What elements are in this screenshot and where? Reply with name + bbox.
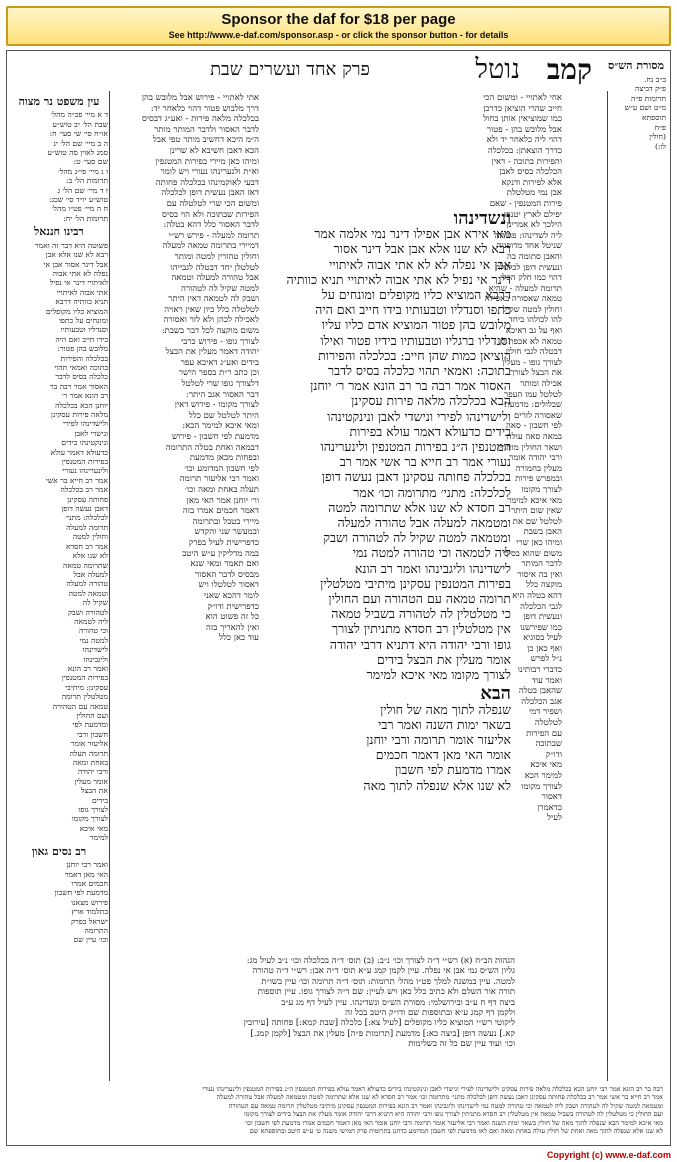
- hananel-line: ונישדי לאבן: [74, 428, 108, 438]
- tosafot-line: ה״מ היכא דחשיב מותר טפי אבל: [152, 135, 259, 146]
- gemara-line: מלובש בהן פטור המוציא אדם כליו עליו: [321, 317, 511, 333]
- tosafot-line: דבר האסור אגב היתר:: [186, 389, 259, 400]
- gloss-line: גליון הש״ס גמ׳ אבן אי נפלה. עיין לקמן קמג ע״א תוס׳ ד״ה אבן: רש״י ד״ה טהורה: [252, 966, 515, 977]
- eyn-mishpat-line: ו ג מיי׳ פי״ג מהל׳: [58, 166, 108, 176]
- rashi-line: לגבי הכלכלה: [520, 601, 562, 612]
- hananel-line: אליעזר אומר: [70, 739, 108, 749]
- sponsor-banner[interactable]: [6, 6, 671, 46]
- tosafot-line: לפי חשבון המדומע וכו׳: [184, 463, 259, 474]
- hananel-line: אמר רב בכלכלה: [60, 485, 108, 495]
- talmud-page: [6, 50, 671, 1146]
- tosafot-line: עוד כאן כלל: [218, 633, 259, 644]
- eyn-mishpat-list: [10, 110, 108, 223]
- rashi-line: לצורך מקומו: [521, 484, 562, 495]
- rabbenu-hananel-label: רבינו חננאל: [34, 225, 84, 239]
- rashi-line: כדאמרן: [537, 802, 562, 813]
- tosafot-line: דבמאה ואחת בטלה התרומה: [165, 442, 259, 453]
- tosafot-line: דאסור לטלטלו ויש: [198, 580, 259, 591]
- gemara-line: אבן אי נפלה לא לא אתי אבוה לאיתויי: [329, 256, 511, 272]
- tosafot-line: ומאי איכא למימר הכא:: [182, 421, 259, 432]
- gemara-line: לא שנו אלא שנפלה לתוך מאה: [363, 777, 511, 793]
- tosafot-line: דלצורך גופו שרי לטלטל: [181, 379, 259, 390]
- gemara-line: בידים כדעולא דאמר עולא בפירות: [349, 423, 511, 439]
- hananel-line: את הבצל: [80, 786, 108, 796]
- page-number: קמב: [546, 53, 592, 86]
- tosafot-line: ור׳ יוחנן אמר האי מאן: [186, 495, 259, 506]
- rashi-line: שאין שום היתר: [511, 506, 562, 517]
- gemara-line: תרומה טמאה עם הטהורה ועם החולין: [328, 591, 511, 607]
- rashi-line: למימר הכא: [524, 771, 562, 781]
- rashi-line: דהוי ליה כלאחר יד ולא: [486, 135, 562, 146]
- hananel-line: בידו חייב ואם היה: [55, 334, 108, 344]
- tosafot-line: ושבק לה לטמאה דאין היתר: [168, 294, 259, 305]
- hananel-line: רב הונא אמר ר׳: [61, 391, 108, 401]
- tosafot-line: מדמעת לפי חשבון - פירוש: [171, 432, 259, 442]
- hananel-line: ולישדינהו לפירי: [63, 419, 108, 429]
- hananel-line: אומר מעלין: [74, 776, 108, 786]
- hananel-line: ואמר רב הונא: [67, 663, 108, 673]
- rashi-line: ודו״ק: [545, 749, 562, 760]
- gemara-line: נעורי אמר רב חייא בר אשי אמר רב: [339, 454, 511, 470]
- gemara-line: הבא בכלכלה מלאה פירות עסקינן: [351, 393, 511, 409]
- rashi-line: יפילם לארץ יטנפו: [503, 209, 562, 220]
- gemara-column: [265, 93, 515, 953]
- tosafot-line: מיירי בטבל ובתרומה: [192, 516, 259, 527]
- gemara-line: בתוכה: ואמאי תהוי כלכלה בסיס לדבר: [327, 363, 511, 379]
- tosafot-column: [111, 93, 259, 953]
- hananel-line: בידים: [91, 795, 108, 805]
- gemara-line: ליה לטמאה וכי טהורה למטה נמי: [352, 545, 511, 561]
- hananel-line: תרומה תעלה: [69, 748, 108, 758]
- tosafot-line: דמיירי בתרומה טמאה למעלה: [162, 241, 259, 252]
- tosafot-line: היתר לטלטל שם כלל: [188, 410, 259, 421]
- rashi-line: ורבי יהודה אומר: [509, 453, 562, 464]
- gemara-line: שנפלה לתוך מאה של חולין: [380, 701, 511, 717]
- rashi-line: משום שהוא בסיס: [503, 548, 562, 559]
- hananel-line: וטמאה למטה: [68, 588, 108, 598]
- rashi-line: ומיהו כאן שרי: [516, 537, 562, 548]
- gemara-line: המטנפין ה״נ בפירות המטנפין ולינערינהו: [320, 439, 511, 455]
- rashi-line: ואין בה איסור: [517, 569, 562, 580]
- rashi-line: לעיל: [547, 813, 562, 824]
- hananel-line: מאי איכא: [79, 823, 108, 833]
- hananel-line: מלאה פירות עסקינן: [50, 410, 108, 419]
- rashi-line: כדרך הוצאתן: בכלכלה: [487, 145, 562, 156]
- hananel-line: טהורה למעלה: [66, 579, 108, 589]
- left-margin-column: [10, 93, 108, 1093]
- gemara-heading: ונשדינהו: [453, 211, 511, 227]
- rashi-line: וחולין למטה שקיל: [503, 304, 562, 315]
- hananel-line: לצורך מקומו: [71, 814, 108, 824]
- hananel-line: אמר רב חייא בר אשי: [45, 475, 108, 485]
- hananel-line: לישדינהו: [82, 645, 108, 655]
- rashi-line: אלא לפירות ודנקא: [501, 177, 562, 188]
- gemara-line: ומטמאה למטה שקיל לה לטהורה ושבק: [323, 530, 511, 546]
- nissim-line: ישראל בפרק: [70, 916, 108, 926]
- rashi-line: את הבצל לצורך: [509, 368, 562, 379]
- eyn-mishpat-line: ח ה מיי׳ פט״ו מהל׳: [51, 204, 108, 214]
- hananel-line: ומונחים על כתפו: [58, 315, 108, 325]
- hananel-line: לאיתויי דינר אי נפיל: [49, 278, 108, 288]
- rashi-line: אבן נמי מטלטלת: [506, 188, 562, 199]
- hananel-line: בכלכלה והפירות: [60, 353, 108, 363]
- hananel-line: למעלה אבל: [73, 569, 108, 579]
- hananel-line: האסור אמר רבה בר: [49, 381, 108, 391]
- gemara-line: דינר אי נפיל לא אתי אבוה לאיתויי תניא כוותיה: [286, 271, 511, 287]
- eyn-mishpat-line: ה ב מיי׳ שם הל׳ יג: [53, 138, 108, 148]
- hananel-line: למטה נמי: [79, 635, 108, 645]
- hananel-line: מטלטלין תרומה: [61, 692, 108, 702]
- gemara-section-heading: הבא: [480, 683, 511, 705]
- rashi-line: ושאר החולין מותרין: [497, 442, 562, 453]
- rashi-line: שהאבן בטלה: [518, 686, 562, 697]
- rashi-line: דהא בטלה היא: [512, 590, 562, 601]
- masoret-line: לו:): [654, 141, 666, 151]
- footer-line: ועם החולין כי מטלטלין לה לטהורה בשביל טמאה אין מטלטלין רב חסדא מתניתין לצורך גופו ורבי יהודה היא דתניא דרבי יהודה אומר מעלין את הבצל בידים לצורך מקומו: [243, 1110, 663, 1119]
- rashi-line: ליה לשדינהו: פחותה: [494, 230, 562, 241]
- rashi-line: ובמפרש פירות: [515, 474, 562, 485]
- tosafot-line: דאז האבן נעשית דופן לכלכלה: [161, 188, 259, 199]
- hananel-line: שתרומה טמאה: [63, 560, 108, 570]
- rashi-line: לצורך גופו - מעלין: [502, 357, 562, 368]
- rashi-line: אבל מלובש בהן - פטור: [486, 124, 562, 135]
- hananel-line: ועם החולין: [76, 711, 108, 720]
- hananel-line: ומדמעת לפי: [72, 720, 108, 730]
- tosafot-line: למטה שקיל לה לטהורה: [180, 283, 259, 294]
- rashi-line: מעלין בחמורה: [515, 463, 562, 474]
- tosafot-line: לטלטלה כלל כיון שאין ראויה: [164, 304, 259, 315]
- tosafot-line: דאמר חכמים אמרו בזה: [182, 506, 259, 517]
- rashi-line: מוקצה כלל: [526, 580, 562, 591]
- tosafot-line: כדפרישית ודו״ק: [207, 601, 259, 612]
- nissim-line: חכמים אמרו: [71, 878, 108, 888]
- tosafot-line: מבסיס לדבר האסור: [195, 569, 259, 580]
- gloss-line: ביצה דף ח ע״ב ובירושלמי: מסורת הש״ס ונשדינהו. עיין לעיל דף מג ע״ב: [281, 997, 515, 1008]
- rashi-line: שניטל אחד מדופניה: [496, 241, 562, 252]
- gemara-line: האסור אמר רבה בר רב הונא אמר ר׳ יוחנן: [310, 378, 511, 394]
- hananel-line: נפלה לא אתי אבוה: [52, 268, 108, 278]
- masoret-line: תוספתא: [641, 112, 666, 122]
- rashi-line: לפי חשבון - סאה: [506, 421, 562, 432]
- hananel-line: עסקינן: מיתיבי: [65, 682, 108, 692]
- tosafot-line: לאכילה לכהן ולא לזר ואסורה: [163, 315, 259, 326]
- hananel-line: תרומה למעלה: [66, 522, 108, 532]
- hananel-line: וליגבינהו: [83, 654, 108, 664]
- hananel-line: יוחנן הכא בכלכלה: [55, 400, 108, 410]
- gemara-line: לצורך מקומו מאי איכא למימר: [366, 667, 511, 683]
- rashi-line: שבלולים: מדמעת: [504, 400, 562, 411]
- sponsor-subtitle[interactable]: See http://www.e-daf.com/sponsor.asp - or click the sponsor button - for details: [168, 30, 509, 40]
- tosafot-line: תעלה באחת ומאה וכו׳: [184, 484, 259, 495]
- eyn-mishpat-label: עין משפט נר מצוה: [18, 95, 100, 108]
- rashi-line: נ״ל לפרש: [530, 654, 562, 665]
- tosafot-line: יהודה דאמר מעלין את הבצל: [165, 347, 259, 358]
- footer-line: רבה בר רב הונא אמר רבי יוחנן הכא בכלכלה מלאה פירות עסקינן ולישדינהו לפירי ונישדי לאבן ונינקטינהו בידים כדעולא דאמר עולא בפירות המטנפין ה״נ בפירות המטנפין ולינערינהו נעורי: [202, 1085, 663, 1093]
- tosafot-line: אבל טהורה למעלה וטמאה: [171, 273, 259, 284]
- tosafot-line: בכלכלה מלאה פירות - ואע״ג דבסיס: [141, 114, 259, 125]
- rav-nissim-text: [10, 860, 108, 945]
- gemara-line: כתפו וסנדליו וטבעותיו בידו חייב ואם היה: [315, 302, 511, 318]
- rashi-line: לצורך מקומו: [521, 781, 562, 792]
- nissim-line: האי מאן דאמר: [64, 869, 108, 879]
- tosafot-line: לומר דהכא שאני: [203, 590, 259, 601]
- rashi-line: ונעשית דופן לכלכלה: [495, 262, 562, 273]
- footer-notes: [13, 1085, 663, 1141]
- nissim-line: וכו׳ עיין שם: [73, 935, 108, 945]
- hananel-line: ולינערינהו נעורי: [62, 466, 108, 476]
- hananel-line: כלכלה בסיס לדבר: [55, 372, 108, 382]
- rashi-line: כדברי רבותינו: [517, 665, 562, 676]
- gemara-line: לכלכלה: מתני׳ מתרומה וכו׳ אמר: [353, 484, 511, 500]
- nissim-line: התרומה: [84, 925, 108, 935]
- hananel-line: ורבי יהודה: [77, 767, 108, 777]
- rashi-line: שבתוכה: [535, 739, 562, 750]
- eyn-mishpat-line: טוש״ע יו״ד סי׳ שכג:: [48, 195, 108, 205]
- rashi-line: עם הפירות: [526, 728, 562, 739]
- rashi-line: ואף על גב דאיכא: [505, 326, 562, 337]
- tosafot-line: דרך מלבוש פטור דהוי כלאחר יד:: [150, 103, 259, 114]
- tosafot-line: הפירות שבתוכה ולא הוי בסיס: [162, 209, 259, 220]
- eyn-mishpat-line: שבת הל׳ יב טוש״ע: [52, 119, 108, 129]
- hananel-line: ונינקטינהו בידים: [61, 438, 108, 448]
- hananel-line: פשוטה היא דבר זה ואמר: [34, 240, 108, 250]
- divider: [607, 91, 608, 1081]
- divider: [109, 91, 110, 1081]
- gemara-line: אמרו מדמעת לפי חשבון: [394, 762, 511, 778]
- tosafot-line: משום מוקצה לכל דבר בשבת:: [161, 326, 259, 337]
- rashi-line: אחי לאתויי - ומשום הכי: [483, 93, 562, 103]
- hananel-line: לכלכלה: מתני׳: [65, 513, 108, 523]
- hananel-line: שקיל לה: [82, 598, 108, 608]
- rashi-line: מאי איכא: [530, 760, 562, 771]
- masoret-line: מ״ט ושם ע״ש: [624, 103, 666, 113]
- tosafot-line: לטלטלן יחד דבטלה לגבייהו: [170, 262, 259, 273]
- gemara-line: אומר מעלין את הבצל בידים: [376, 651, 511, 667]
- rashi-line: והאבן סתומה בה: [507, 251, 562, 262]
- rashi-line: אגב הכלכלה: [521, 696, 562, 707]
- gemara-line: אומר האי מאן דאמר חכמים: [375, 747, 511, 763]
- tosafot-line: ואמר רבי אליעזר תרומה: [179, 474, 259, 485]
- rashi-line: דהוי כמו חלק הכלי: [500, 273, 562, 284]
- gemara-line: בפירות המטנפין עסקינן מיתיבי מטלטלין: [320, 575, 511, 591]
- rashi-line: לטלטלה: [534, 718, 562, 729]
- tosafot-line: ואם תאמר ומאי שנא: [190, 559, 259, 570]
- sponsor-title[interactable]: Sponsor the daf for $18 per page: [221, 11, 456, 28]
- rashi-line: דאסור: [541, 792, 562, 803]
- gemara-line: כי מטלטלין לה לטהורה בשביל טמאה: [331, 606, 511, 622]
- rashi-line: ונעשית דופן: [523, 612, 562, 623]
- rashi-line: במאה סאה עולה: [506, 432, 562, 442]
- rashi-line: טמאה לא אכפת לן: [499, 336, 562, 347]
- masoret-line: תרומות פ״ה: [630, 93, 666, 103]
- masoret-label: מסורת הש״ס: [607, 59, 665, 72]
- tosafot-line: ומיהו כאן מיירי בפירות המטנפין: [155, 156, 259, 167]
- eyn-mishpat-line: שם סעי׳ ט:: [73, 157, 108, 167]
- hananel-line: לטהורה ושבק: [67, 607, 108, 617]
- gloss-line: קא.] נעשה דופן [ביצה כא:] מדמעת [תרומות פ״ה] מעלין את הבצל [לקמן קמג.]: [250, 1028, 515, 1039]
- tosafot-line: תרומה למעלה - פירש רש״י: [168, 230, 259, 241]
- nissim-line: ואמר רבי יוחנן: [66, 860, 108, 870]
- rashi-line: לדבר המותר: [521, 559, 562, 570]
- hananel-line: בתוכה ואמאי תהוי: [54, 362, 108, 372]
- tosafot-line: ומשום הכי שרי לטלטלה עם: [166, 198, 259, 209]
- tosafot-line: כדפרישית לעיל בפרק: [188, 537, 259, 548]
- hananel-line: טמאה עם הטהורה: [52, 701, 108, 711]
- footer-line: ומטמאה למטה שקיל לה לטהורה ושבק ליה לטמאה וכי טהורה למטה נמי לישדינהו וליגבינהו ואמר רב הונא בפירות המטנפין עסקינן מיתיבי מטלטלין תרומה טמאה עם הטהורה: [228, 1101, 663, 1110]
- eyn-mishpat-line: ד א מיי׳ פכ״ה מהל׳: [50, 110, 108, 120]
- rashi-line: מאי איכא למימר: [507, 495, 562, 506]
- rashi-line: אכילה ומותר: [520, 379, 562, 390]
- tosafot-line: וא״ת ולנערינהו נעורי ויש לומר: [160, 167, 259, 178]
- hananel-line: חשבון ורבי: [76, 729, 108, 739]
- tosafot-line: לדבר האסור כלל דהא בטלה:: [163, 220, 259, 231]
- eyn-mishpat-line: ז ד מיי׳ שם הל׳ ג: [57, 185, 108, 195]
- footer-line: מאי איכא למימר הבא שנפלה לתוך מאה של חולין בשאר ימות השנה ואמר רבי אליעזר אומר תרומה ורבי יוחנן אומר האי מאן דאמר חכמים אמרו מדמעת לפי חשבון וכו׳: [244, 1118, 663, 1127]
- rashi-line: כמו שפירשנו: [520, 622, 562, 633]
- rashi-line: והפירות בתוכה - דאין: [491, 156, 562, 167]
- hananel-line: המוציא כליו מקופלים: [45, 306, 108, 316]
- gloss-line: וכו׳ ועוד עיין שם כל זה בשלימות: [408, 1039, 515, 1050]
- masoret-line: (חולין: [649, 132, 666, 142]
- masoret-line: פ״ק דביצה: [635, 84, 666, 94]
- eyn-mishpat-line: או״ח סי׳ שי סעי׳ ח:: [49, 129, 108, 139]
- footer-line: לא שנו אלא שנפלה לתוך מאה ואחת של חולין עולה באחת ומאה ואם לאו מדמעת לפי חשבון המדומע כדתנן בתרומות פרק חמישי משנה ט׳ ע״ש היטב ובתוספתא שם: [249, 1127, 663, 1136]
- masoret-hashas-column: [606, 57, 666, 1097]
- masoret-line: פ״ח: [654, 122, 666, 132]
- rashi-line: כמו שמוציאין אותן בחול: [483, 114, 562, 125]
- nissim-line: מדמעת לפי חשבון: [54, 888, 108, 898]
- rabbenu-hananel-text: [10, 241, 108, 843]
- rav-nissim-label: רב נסים גאון: [31, 844, 87, 858]
- gemara-line: מאי אירא אבן אפילו דינר נמי אלמה אמר: [314, 226, 511, 242]
- rashi-line: ואף כאן כן: [527, 643, 562, 654]
- hananel-line: באחת ומאה: [72, 758, 108, 768]
- tosafot-line: הכא דאבן חשיבא לא שרינן: [169, 145, 259, 156]
- rashi-line: האבן בשבת: [523, 527, 562, 538]
- gemara-line: בשאר ימות השנה ואמר רבי: [378, 716, 511, 732]
- tosafot-line: לדבר האסור ולדבר המותר מותר: [154, 124, 259, 135]
- tosafot-line: דבעי לאוקמינהו בכלכלה פחותה: [155, 177, 259, 188]
- gemara-line: ולישדינהו לפירי ונישדי לאבן ונינקטינהו: [327, 408, 511, 424]
- hananel-line: וכי טהורה: [78, 626, 108, 636]
- tosafot-line: וכן כתב ר״ת בספר הישר: [178, 368, 259, 379]
- gloss-line: ליקוטי רש״י המוציא כליו מקופלים [לעיל צא:] כלכלה [שבת קמא:] פחותה [עירובין: [243, 1018, 515, 1029]
- eyn-mishpat-line: תרומות הל׳ ב:: [65, 176, 108, 186]
- hananel-line: תניא כוותיה דרבא: [55, 297, 108, 307]
- gemara-line: דרבא המוציא כליו מקופלים ומונחים על: [321, 287, 511, 303]
- gemara-line: בכלכלה פחותה עסקינן דאבן נעשה דופן: [321, 469, 511, 485]
- hananel-line: בפירות המטנפין: [61, 457, 108, 467]
- hananel-line: אתי אבוה לאיתויי: [56, 287, 108, 297]
- hananel-line: רבא לא שנו אלא אבן: [45, 250, 108, 260]
- rashi-line: ושפיר דמי: [528, 707, 562, 718]
- tosafot-line: ובמעשר שני והקדש: [194, 527, 259, 538]
- rashi-line: להו לכולהו ביחד: [508, 315, 562, 326]
- tosafot-line: אתי לאתויי - פירוש אבל מלובש בהן: [141, 93, 259, 103]
- gloss-line: הגהות הב״ח (א) רש״י ד״ה לצורך וכו׳ נ״ב: (ב) תוס׳ ד״ה בכלכלה וכו׳ נ״ב לעיל מג:: [246, 956, 515, 966]
- eyn-mishpat-line: סמג לאוין סה טוש״ע: [47, 148, 108, 158]
- tosafot-line: בידים ואע״ג דאיכא עפר: [180, 357, 259, 368]
- hananel-line: לצורך גופו: [78, 805, 108, 815]
- hananel-line: כדעולא דאמר עולא: [50, 447, 108, 457]
- gemara-line: לישדינהו וליגבינהו ואמר רב הונא: [354, 560, 511, 576]
- gemara-line: ומטמאה למעלה אבל טהורה למעלה: [337, 515, 511, 531]
- gemara-line: אליעזר אומר תרומה ורבי יוחנן: [366, 731, 511, 747]
- nissim-line: בתלמוד ארץ: [71, 907, 108, 917]
- gemara-line: גופו ורבי יהודה היא דתניא דרבי יהודה: [329, 636, 511, 652]
- rashi-line: ואמר עוד: [531, 675, 562, 686]
- tosafot-line: ובפחות מכאן מדמעת: [189, 453, 259, 464]
- rashi-line: לעיל בסוגיא: [523, 633, 562, 644]
- page-heading-word: נוטל: [475, 54, 520, 85]
- rashi-line: הכלכלה בסיס לאבן: [499, 167, 562, 178]
- tosafot-line: ואין להאריך בזה: [206, 622, 259, 633]
- hananel-line: וסנדליו וטבעותיו: [60, 325, 108, 335]
- gemara-line: אין מטלטלין רב חסדא מתניתין לצורך: [331, 621, 511, 637]
- hananel-line: ליה לטמאה: [74, 616, 108, 626]
- hananel-line: לא שנו אלא: [72, 551, 108, 561]
- rashi-line: הילכך לא אמרינן: [506, 220, 562, 231]
- chapter-title: פרק אחד ועשרים שבת: [210, 59, 370, 80]
- gemara-line: הוציאן כמות שהן חייב: בכלכלה והפירות: [318, 347, 511, 363]
- hananel-line: מלובש בהן פטור:: [57, 344, 108, 354]
- hananel-line: וחולין למטה: [72, 532, 108, 542]
- tosafot-line: כל זה פשוט הוא: [205, 612, 259, 623]
- tosafot-line: וחולין טהורין למטה ומותר: [174, 251, 259, 262]
- rashi-line: שאסורה לזרים: [514, 410, 562, 421]
- rashi-line: טמאה שאסורה באכילה: [484, 294, 562, 305]
- gloss-line: תורה אור השלם ולא כתיב כלל כאן ויש לעיין: שם ד״ה לצורך גופו. עיין תוספות: [257, 987, 515, 998]
- hananel-line: אמר רב חסדא: [65, 541, 108, 551]
- rashi-line: פירות המטנפין - שאם: [489, 198, 562, 209]
- masoret-line: ב״ב נח.: [644, 74, 666, 84]
- tosafot-line: לצורך גופו - פירוש כרבי: [181, 336, 259, 347]
- tosafot-line: במה מדליקין ע״ש היטב: [182, 548, 259, 559]
- glosses-box: [111, 956, 515, 1082]
- hananel-line: למימר: [89, 833, 108, 843]
- footer-line: אמר רב חייא בר אשי אמר רב בכלכלה פחותה עסקינן דאבן נעשה דופן לכלכלה מתני׳ מתרומה וכו׳ אמר רב חסדא לא שנו אלא שתרומה למטה ומטמאה למעלה אבל טהורה למעלה: [216, 1093, 663, 1102]
- gemara-line: רב חסדא לא שנו אלא שתרומה למטה: [328, 499, 511, 515]
- rashi-line: תרומה למעלה - שהיא: [488, 283, 562, 294]
- copyright-notice[interactable]: Copyright (c) www.e-daf.com: [546, 1150, 671, 1160]
- rashi-line: לטלטל שם את: [512, 516, 562, 527]
- gloss-line: למטה. עיין במשנה למלך פט״ו מהל׳ תרומות: תוס׳ ד״ה תרומה וכו׳ עיין בשו״ת: [261, 976, 515, 987]
- hananel-line: אבל דינר אסור אבן אי: [43, 259, 108, 269]
- hananel-line: דאבן נעשה דופן: [61, 504, 108, 514]
- rashi-line: דבטלה לגבי חולין: [505, 347, 562, 358]
- rashi-line: לטלטל עמו העפר: [504, 389, 562, 400]
- hananel-line: פחותה עסקינן: [67, 494, 108, 504]
- nissim-line: פירוש מצאנו: [71, 897, 108, 907]
- rashi-line: חייב שהרי הוציאן כדרכן: [483, 103, 562, 114]
- gemara-line: וסנדליו ברגליו וטבעותיו בידיו פטור ואילו: [320, 332, 511, 348]
- tosafot-line: לצורך מקומו - פירוש דאין: [174, 400, 259, 411]
- gemara-line: רבא לא שנו אלא אבן אבל דינר אסור: [333, 241, 511, 257]
- eyn-mishpat-line: תרומות הל׳ יח:: [63, 213, 108, 223]
- hananel-line: בפירות המטנפין: [61, 673, 108, 683]
- gloss-line: ולקמן דף קמג ע״א ובתוספות שם ודו״ק היטב בכל זה: [345, 1008, 515, 1019]
